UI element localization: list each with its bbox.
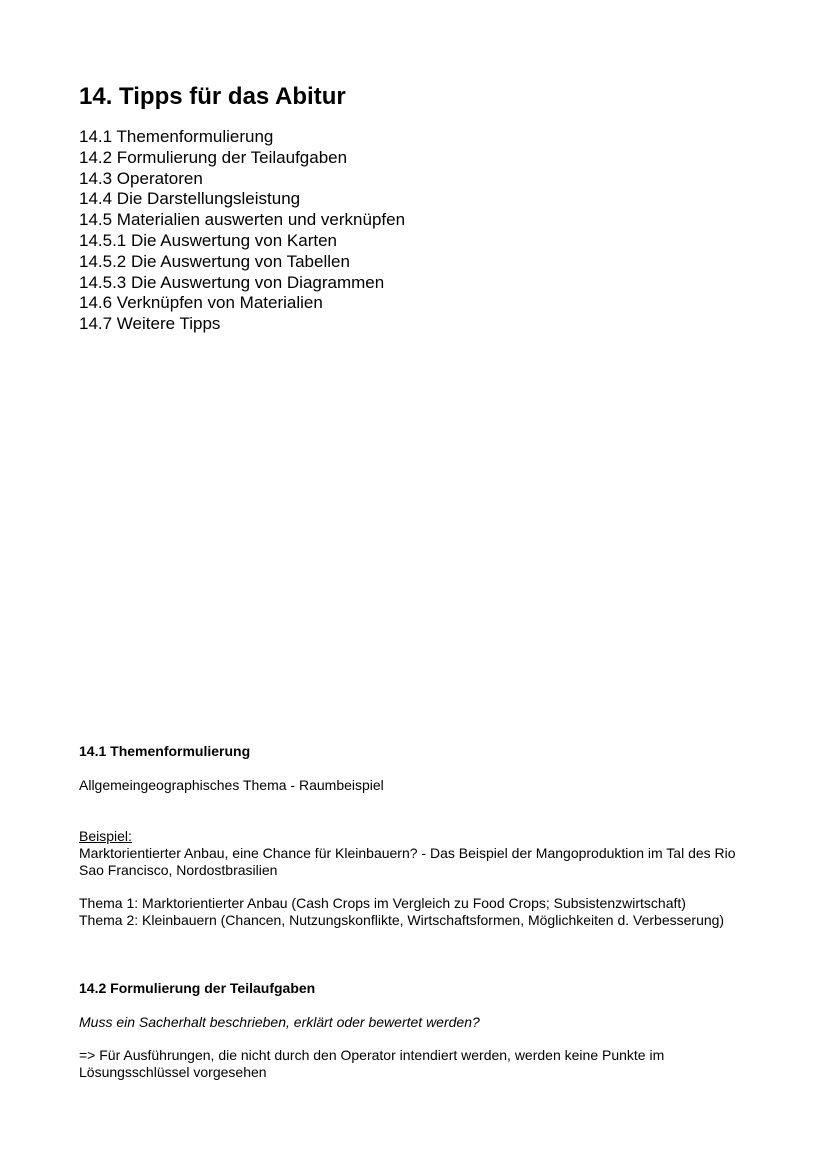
section-subtitle: Allgemeingeographisches Thema - Raumbeispiel xyxy=(79,777,384,793)
toc-item: 14.2 Formulierung der Teilaufgaben xyxy=(79,147,348,167)
example-block xyxy=(79,828,759,879)
example-label: Beispiel: xyxy=(79,828,132,844)
note-wrapper xyxy=(79,1047,759,1081)
section-note: => Für Ausführungen, die nicht durch den Operator intendiert werden, werden keine Punkte im Lösungsschlüssel vorgesehen xyxy=(79,1047,665,1080)
section-heading: 14.1 Themenformulierung xyxy=(79,743,251,759)
themes-block xyxy=(79,895,759,929)
section-subtitle-wrapper xyxy=(79,777,759,794)
toc-item: 14.7 Weitere Tipps xyxy=(79,314,221,334)
theme-1: Thema 1: Marktorientierter Anbau (Cash Crops im Vergleich zu Food Crops; Subsistenzwirtschaft) xyxy=(79,895,686,911)
section-heading-wrapper xyxy=(79,980,759,997)
page-title: 14. Tipps für das Abitur xyxy=(79,83,346,110)
example-text: Marktorientierter Anbau, eine Chance für Kleinbauern? - Das Beispiel der Mangoproduktion im Tal des Rio Sao Francisco, Nordostbrasilien xyxy=(79,845,736,878)
toc-item: 14.5.3 Die Auswertung von Diagrammen xyxy=(79,272,385,292)
toc-item: 14.5 Materialien auswerten und verknüpfen xyxy=(79,210,406,230)
section-heading: 14.2 Formulierung der Teilaufgaben xyxy=(79,980,316,996)
section-question: Muss ein Sacherhalt beschrieben, erklärt oder bewertet werden? xyxy=(79,1014,480,1030)
toc-item: 14.3 Operatoren xyxy=(79,168,203,188)
toc-item: 14.5.2 Die Auswertung von Tabellen xyxy=(79,251,350,271)
toc-item: 14.5.1 Die Auswertung von Karten xyxy=(79,230,337,250)
toc-item: 14.6 Verknüpfen von Materialien xyxy=(79,293,323,313)
table-of-contents xyxy=(79,127,405,335)
theme-2: Thema 2: Kleinbauern (Chancen, Nutzungskonflikte, Wirtschaftsformen, Möglichkeiten d. Verbesserung) xyxy=(79,912,725,928)
toc-item: 14.1 Themenformulierung xyxy=(79,127,274,146)
section-heading-wrapper xyxy=(79,743,759,760)
toc-item: 14.4 Die Darstellungsleistung xyxy=(79,189,301,209)
question-wrapper xyxy=(79,1014,759,1031)
